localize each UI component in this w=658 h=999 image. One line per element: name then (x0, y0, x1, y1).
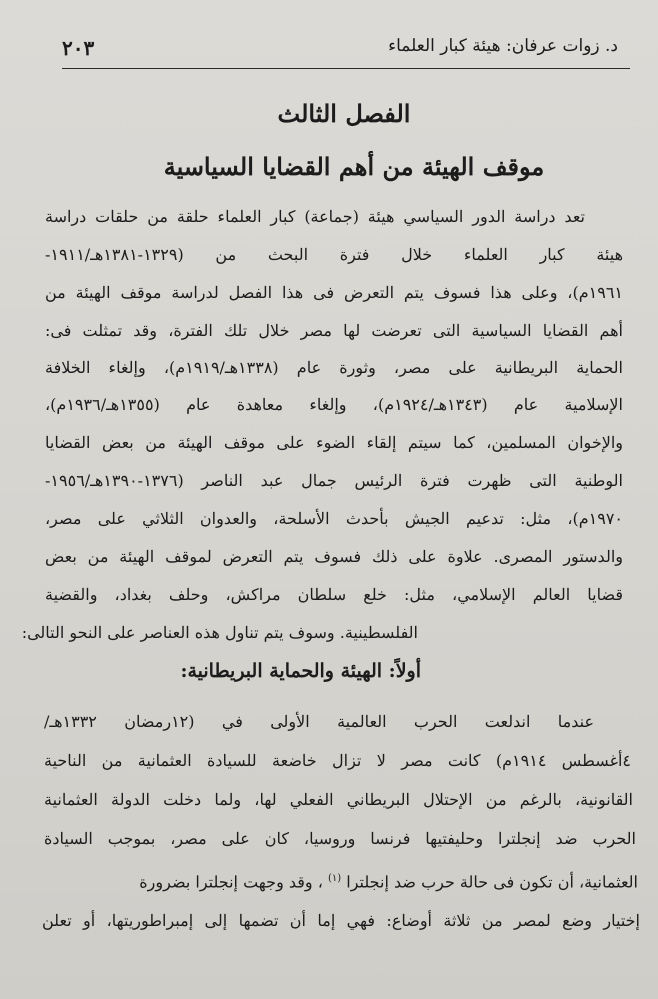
text-line: الإسلامية عام (١٣٤٣هـ/١٩٢٤م)، وإلغاء معاهدة عام (١٣٥٥هـ/١٩٣٦م)، (45, 395, 623, 414)
text-line: القانونية، بالرغم من الإحتلال البريطاني الفعلي لها، ولما دخلت الدولة العثمانية (44, 790, 633, 809)
text-line: عندما اندلعت الحرب العالمية الأولى في (١٢رمضان ١٣٣٢هـ/ (44, 712, 594, 731)
text-line: قضايا العالم الإسلامي، مثل: خلع سلطان مراكش، وحلف بغداد، والقضية (45, 585, 623, 604)
text-line: تعد دراسة الدور السياسي هيئة (جماعة) كبار العلماء حلقة من حلقات دراسة (45, 207, 585, 226)
text-line: والإخوان المسلمين، كما سيتم إلقاء الضوء على موقف الهيئة من بعض القضايا (45, 433, 623, 452)
text-fragment: ، وقد وجهت إنجلترا بضرورة (139, 872, 323, 892)
running-header (62, 32, 630, 69)
text-line: ١٩٦١م)، وعلى هذا فسوف يتم التعرض فى هذا الفصل لدراسة موقف الهيئة من (45, 283, 623, 302)
footnote-marker: (١) (328, 873, 342, 884)
text-line: ١٩٧٠م)، مثل: تدعيم الجيش بأحدث الأسلحة، والعدوان الثلاثي على مصر، (45, 509, 623, 528)
text-line: الوطنية التى ظهرت فترة الرئيس جمال عبد الناصر (١٣٧٦-١٣٩٠هـ/١٩٥٦- (45, 471, 623, 490)
header-title: د. زوات عرفان: هيئة كبار العلماء (388, 36, 618, 56)
text-fragment: العثمانية، أن تكون فى حالة حرب ضد إنجلترا (346, 872, 638, 892)
chapter-title: موقف الهيئة من أهم القضايا السياسية (163, 152, 545, 181)
chapter-number: الفصل الثالث (277, 99, 411, 128)
text-line (42, 868, 638, 893)
text-line: إختيار وضع لمصر من ثلاثة أوضاع: فهي إما أن تضمها إلى إمبراطوريتها، أو تعلن (42, 911, 640, 930)
text-line: هيئة كبار العلماء خلال فترة البحث من (١٣٢٩-١٣٨١هـ/١٩١١- (45, 245, 623, 264)
text-line: والدستور المصرى. علاوة على ذلك فسوف يتم التعرض لموقف الهيئة من بعض (45, 547, 623, 566)
text-line: الفلسطينية. وسوف يتم تناول هذه العناصر على النحو التالى: (21, 623, 418, 642)
text-line: الحماية البريطانية على مصر، وثورة عام (١٣٣٨هـ/١٩١٩م)، وإلغاء الخلافة (45, 358, 623, 377)
text-line: ٤أغسطس ١٩١٤م) كانت مصر لا تزال خاضعة للسيادة العثمانية من الناحية (44, 751, 631, 770)
section-heading: أولاً: الهيئة والحماية البريطانية: (180, 660, 421, 682)
text-line: أهم القضايا السياسية التى تعرضت لها مصر خلال تلك الفترة، وقد تمثلت فى: (45, 321, 623, 340)
page-number: ٢٠٣ (62, 36, 95, 60)
text-line: الحرب ضد إنجلترا وحليفتيها فرنسا وروسيا، كان على مصر، بموجب السيادة (44, 829, 637, 848)
